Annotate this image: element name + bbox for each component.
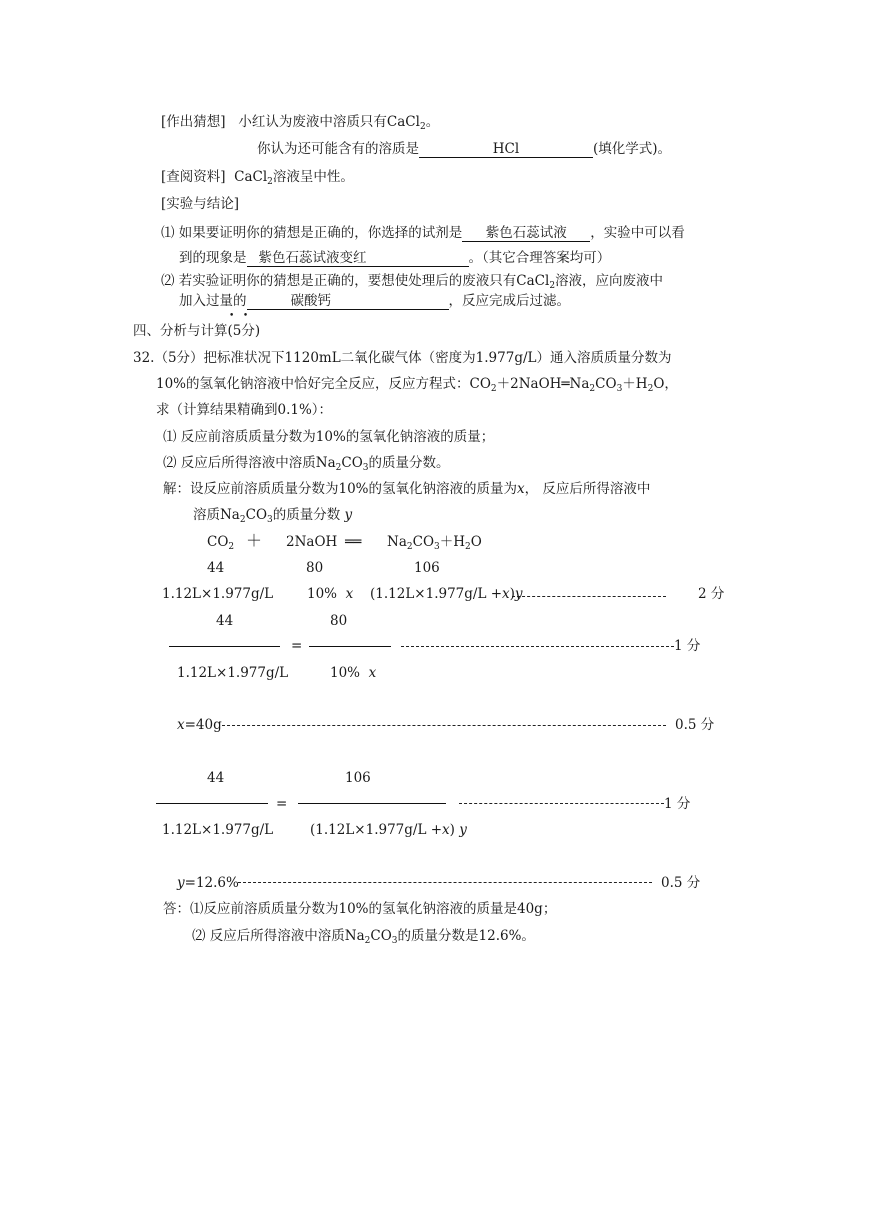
q1-line2-prefix: 到的现象是	[179, 250, 247, 266]
mass-na2co3: 106	[414, 560, 440, 576]
q1-line2-suffix: 。（其它合理答案均可）	[468, 250, 611, 266]
var-x: x	[345, 586, 354, 602]
ans-text: ⑵ 反应后所得溶液中溶质Na	[192, 928, 365, 944]
ratio2-num-left: 44	[207, 770, 225, 786]
ratio2-equals: =	[276, 796, 288, 812]
ratio1-num-left: 44	[216, 613, 234, 629]
section-heading: 四、分析与计算(5分)	[133, 323, 261, 339]
ratio2-fraction-bar-right	[298, 803, 446, 804]
ratio2-num-right: 106	[345, 770, 371, 786]
var-x: x	[502, 586, 510, 602]
problem-line2	[156, 375, 678, 393]
sol-text: 的质量分数	[272, 507, 341, 523]
ratio2-fraction-bar-left	[156, 803, 268, 804]
lookup-text: CaCl	[234, 169, 268, 185]
guess-label: [作出猜想]	[161, 114, 226, 130]
problem-q2	[163, 454, 450, 472]
var-y: y	[459, 822, 467, 838]
subscript: 2	[228, 542, 235, 552]
subscript: 3	[267, 515, 273, 525]
subscript: 2	[589, 384, 596, 394]
experiment-label: [实验与结论]	[161, 196, 240, 212]
ratio1-fraction-bar-right	[309, 646, 391, 647]
ratio1-fraction-bar-left	[169, 646, 280, 647]
given-co2: 1.12L×1.977g/L	[162, 586, 274, 602]
den-text: 10%	[330, 665, 361, 681]
var-y: y	[177, 875, 185, 891]
subscript: 2	[549, 281, 556, 291]
guess-answer-blank	[419, 141, 593, 158]
answer-1: 答：⑴反应前溶质质量分数为10%的氢氧化钠溶液的质量是40g；	[163, 901, 557, 917]
q1-line2-answer: 紫色石蕊试液变红	[258, 250, 367, 266]
sol-text: 溶质Na	[193, 507, 240, 523]
q1-answer-blank	[462, 225, 590, 242]
subscript: 2	[647, 384, 654, 394]
subscript: 3	[616, 384, 623, 394]
guess-xiaohong: 小红认为废液中溶质只有CaCl	[238, 114, 420, 130]
subscript: 2	[406, 542, 413, 552]
problem-line3: 求（计算结果精确到0.1%）：	[156, 402, 333, 418]
given-text: (1.12L×1.977g/L +	[370, 586, 503, 602]
leader-dashes	[222, 725, 666, 726]
var-y: y	[344, 507, 353, 523]
p-text: ＋2NaOH═Na	[496, 376, 590, 392]
score-2: 2 分	[698, 586, 725, 602]
ans-text: CO	[370, 928, 392, 944]
score-1a: 1 分	[674, 638, 701, 654]
subscript: 2	[490, 384, 497, 394]
guess-you-line	[257, 140, 671, 158]
ratio1-den-right	[330, 664, 376, 682]
result-y-value: =12.6%	[184, 875, 239, 891]
guess-you-suffix: (填化学式)。	[593, 141, 672, 157]
given-na2co3	[370, 585, 523, 603]
guess-end: 。	[425, 114, 440, 130]
solution-intro2	[193, 506, 352, 524]
var-y: y	[514, 586, 523, 602]
p-text: CO	[595, 376, 617, 392]
subscript: 2	[239, 515, 246, 525]
leader-dashes	[459, 803, 664, 804]
sol-text: 解：设反应前溶质质量分数为10%的氢氧化钠溶液的质量为	[163, 481, 518, 497]
q2-line2-suffix: ，反应完成后过滤。	[448, 293, 570, 309]
eq-naoh: 2NaOH	[286, 534, 338, 550]
p-text: 的质量分数。	[368, 455, 450, 471]
leader-dashes	[401, 646, 674, 647]
lookup-label: [查阅资料]	[161, 169, 226, 185]
eq-co2	[207, 533, 234, 551]
given-text: )	[509, 586, 515, 602]
q2-text: ⑵ 若实验证明你的猜想是正确的，要想使处理后的废液只有CaCl	[161, 273, 550, 289]
ratio1-num-right: 80	[330, 613, 348, 629]
ratio1-den-left: 1.12L×1.977g/L	[177, 665, 289, 681]
experiment-q2-line	[161, 272, 663, 290]
den-text: )	[449, 822, 455, 838]
score-05a: 0.5 分	[675, 717, 715, 733]
den-text: (1.12L×1.977g/L +	[310, 822, 443, 838]
q2-text-end: 溶液，应向废液中	[555, 273, 664, 289]
q1-suffix: ，实验中可以看	[590, 225, 685, 241]
experiment-q1-line2	[179, 249, 610, 267]
eq-text: O	[470, 534, 482, 550]
eq-products	[387, 533, 482, 551]
ratio2-den-right	[310, 821, 467, 839]
subscript: 2	[335, 463, 342, 473]
result-x	[177, 716, 222, 734]
sol-text: ， 反应后所得溶液中	[524, 481, 651, 497]
eq-text: ＋H	[439, 534, 466, 550]
result-y	[177, 874, 239, 892]
problem-q1: ⑴ 反应前溶质质量分数为10%的氢氧化钠溶液的质量；	[163, 429, 495, 445]
subscript: 3	[362, 463, 369, 473]
var-x: x	[442, 822, 450, 838]
mass-co2: 44	[207, 560, 225, 576]
subscript: 2	[419, 122, 426, 132]
q1-answer: 紫色石蕊试液	[485, 225, 567, 241]
p-text: O，	[653, 376, 678, 392]
ans-text: 的质量分数是12.6%。	[397, 928, 535, 944]
guess-answer: HCl	[492, 141, 520, 157]
score-1b: 1 分	[664, 796, 691, 812]
ratio1-equals: =	[291, 638, 303, 654]
ratio2-den-left: 1.12L×1.977g/L	[162, 822, 274, 838]
emphasis-dots: • •	[229, 311, 249, 321]
q2-answer: 碳酸钙	[290, 293, 331, 309]
given-naoh	[307, 585, 353, 603]
lookup-text-end: 溶液呈中性。	[272, 169, 354, 185]
guess-you-prefix: 你认为还可能含有的溶质是	[257, 141, 419, 157]
subscript: 2	[267, 177, 273, 187]
q1-prefix: ⑴ 如果要证明你的猜想是正确的，你选择的试剂是	[161, 225, 463, 241]
solution-intro	[163, 480, 650, 498]
experiment-q1-line	[161, 224, 685, 242]
q2-answer-blank	[247, 293, 449, 310]
q2-line2-prefix: 加入过量的	[179, 293, 247, 309]
p-text: CO	[341, 455, 363, 471]
eq-text: CO	[207, 534, 229, 550]
eq-text: CO	[412, 534, 435, 550]
eq-plus: ＋	[246, 531, 263, 550]
leader-dashes	[238, 882, 652, 883]
lookup-line	[161, 168, 354, 186]
subscript: 2	[465, 542, 471, 552]
var-x: x	[517, 481, 525, 497]
var-x: x	[177, 717, 185, 733]
p-text: ＋H	[622, 376, 648, 392]
var-x: x	[368, 665, 377, 681]
q1-line2-blank	[247, 250, 469, 267]
score-05b: 0.5 分	[661, 875, 701, 891]
result-x-value: =40g	[184, 717, 222, 733]
mass-naoh: 80	[306, 560, 324, 576]
sol-text: CO	[245, 507, 268, 523]
p-text: ⑵ 反应后所得溶液中溶质Na	[163, 455, 336, 471]
subscript: 3	[434, 542, 440, 552]
subscript: 3	[391, 936, 398, 946]
problem-line1: 32.（5分）把标准状况下1120mL二氧化碳气体（密度为1.977g/L）通入溶质质量分数为	[133, 350, 672, 366]
p-text: 10%的氢氧化钠溶液中恰好完全反应，反应方程式：CO	[156, 376, 491, 392]
answer-2	[192, 927, 535, 945]
eq-arrow: ══	[345, 534, 362, 550]
experiment-q2-line2	[179, 292, 570, 310]
guess-line	[161, 113, 439, 131]
eq-text: Na	[387, 534, 407, 550]
subscript: 2	[364, 936, 371, 946]
given-text: 10%	[307, 586, 338, 602]
leader-dashes	[512, 596, 666, 597]
